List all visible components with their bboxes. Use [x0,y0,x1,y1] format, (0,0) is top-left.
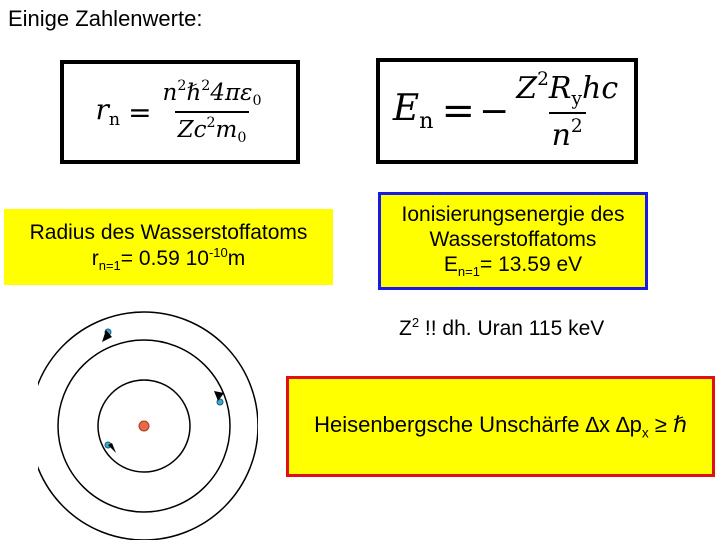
radius-fraction: $\frac{n^2\hbar^24\pi\varepsilon_0}{Zc^2m_0}$ [162,78,262,146]
ionization-heading-line2: Wasserstoffatoms [429,228,597,252]
heisenberg-box [286,376,715,477]
z-squared-note: $Z^2$ !! dh. Uran 115 keV [399,315,605,340]
radius-value: $r_{n=1}= 0.59$ $10^{-10}m$ [91,245,246,274]
ionization-heading-line1: Ionisierungsenergie des [401,202,625,226]
radius-formula-box [60,60,300,164]
ionization-value: $E_{n=1}= 13.59$ eV [443,253,583,280]
bohr-atom-diagram [38,300,258,540]
energy-formula: $E_n$ = − $\frac{Z^2R_yhc}{n^2}$ [393,69,621,153]
radius-heading: Radius des Wasserstoffatoms [29,221,308,244]
energy-fraction: $\frac{Z^2R_yhc}{n^2}$ [516,69,619,153]
heisenberg-relation: Heisenbergsche Unschärfe ∆x $\Delta p_x$ ≥ ℏ [314,411,687,441]
hydrogen-radius-box [4,209,333,285]
energy-formula-box [376,58,638,164]
radius-formula: $r_n$ = $\frac{n^2\hbar^24\pi\varepsilon_0}{Zc^2m_0}$ [95,78,264,146]
nucleus [139,421,149,431]
ionization-energy-box [378,192,648,290]
slide-title: Einige Zahlenwerte: [8,6,203,31]
